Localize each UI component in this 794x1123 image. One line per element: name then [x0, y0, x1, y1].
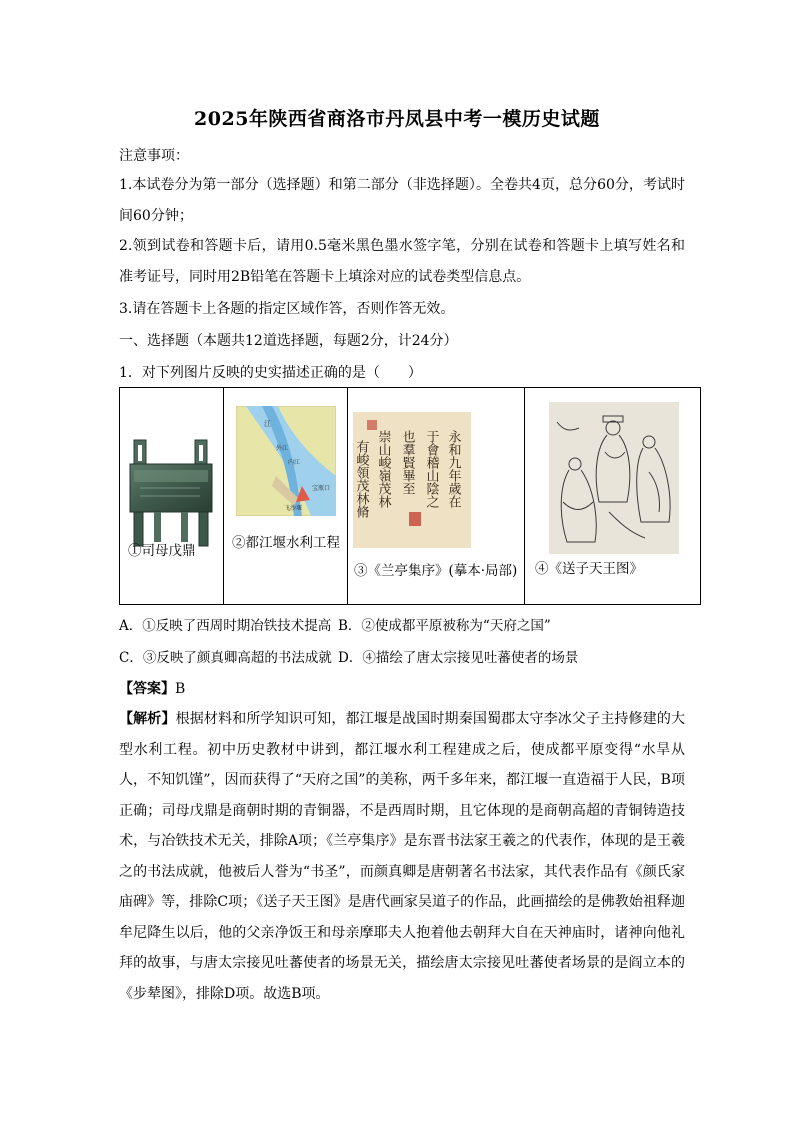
page-title: 2025年陕西省商洛市丹凤县中考一模历史试题 [194, 108, 600, 130]
calligraphy-col-3: 也羣賢畢至 [399, 430, 415, 495]
caption-dujiangyan: ②都江堰水利工程 [232, 535, 340, 551]
question-stem: 1．对下列图片反映的史实描述正确的是（ ） [119, 365, 422, 381]
answer-label: 【答案】 [119, 681, 175, 697]
map-label-baopingkou: 宝瓶口 [312, 485, 331, 492]
answer-line [119, 678, 185, 698]
image-cell-songzi [525, 388, 700, 604]
image-cell-ding [120, 388, 224, 604]
caption-lanting: ③《兰亭集序》(摹本·局部) [354, 563, 518, 579]
map-label-river: 江 [264, 420, 271, 428]
section-heading: 一、选择题（本题共12道选择题，每题2分，计24分） [119, 333, 458, 349]
calligraphy-col-4: 崇山峻嶺茂林 [375, 430, 391, 508]
caption-songzi: ④《送子天王图》 [535, 561, 643, 577]
songzi-tianwang-painting-image [549, 402, 679, 554]
option-c: C．③反映了颜真卿高超的书法成就 [119, 650, 332, 666]
image-cell-dujiangyan [224, 388, 348, 604]
map-label-neijiang: 内江 [288, 459, 301, 466]
calligraphy-col-2: 于會稽山陰之 [423, 430, 439, 508]
analysis-label: 【解析】 [119, 711, 176, 727]
notice-item-3: 3.请在答题卡上各题的指定区域作答，否则作答无效。 [119, 301, 455, 317]
analysis-text: 根据材料和所学知识可知，都江堰是战国时期秦国蜀郡太守李冰父子主持修建的大型水利工程。初中历史教材中讲到，都江堰水利工程建成之后，使成都平原变得“水旱从人，不知饥馑”，因而获得了“天府之国”的美称，两千多年来，都江堰一直造福于人民，B项正确；司母戊鼎是商朝时期的青铜器，不是西周时期，且它体现的是商朝高超的青铜铸造技术，与冶铁技术无关，排除A项；《兰亭集序》是东晋书法家王羲之的代表作，体现的是王羲之的书法成就，他被后人誉为“书圣”，而颜真卿是唐朝著名书法家，其代表作品有《颜氏家庙碑》等，排除C项；《送子天王图》是唐代画家吴道子的作品，此画描绘的是佛教始祖释迦牟尼降生以后，他的父亲净饭王和母亲摩耶夫人抱着他去朝拜大自在天神庙时，诸神向他礼拜的故事，与唐太宗接见吐蕃使者的场景无关，描绘唐太宗接见吐蕃使者场景的是阎立本的《步辇图》，排除D项。故选B项。 [119, 711, 686, 1002]
analysis-paragraph [119, 704, 685, 1009]
option-a: A．①反映了西周时期冶铁技术提高 [119, 618, 332, 634]
answer-value: B [175, 681, 186, 697]
option-b: B．②使成都平原被称为“天府之国” [338, 618, 551, 634]
notice-item-1: 1.本试卷分为第一部分（选择题）和第二部分（非选择题）。全卷共4页，总分60分，考试时间60分钟； [119, 177, 685, 224]
notice-item-2: 2.领到试卷和答题卡后，请用0.5毫米黑色墨水签字笔，分别在试卷和答题卡上填写姓名和准考证号，同时用2B铅笔在答题卡上填涂对应的试卷类型信息点。 [119, 238, 685, 285]
calligraphy-col-5: 有峻領茂林脩 [353, 440, 369, 518]
map-label-waijiang: 外江 [276, 445, 289, 452]
lanting-calligraphy-image [353, 412, 471, 548]
option-d: D．④描绘了唐太宗接见吐蕃使者的场景 [338, 650, 579, 666]
notice-heading: 注意事项： [119, 148, 189, 164]
dujiangyan-map-image [236, 406, 336, 516]
caption-ding: ①司母戊鼎 [128, 543, 196, 559]
image-table [119, 387, 701, 605]
calligraphy-col-1: 永和九年歲在 [445, 430, 461, 508]
image-cell-lanting [348, 388, 525, 604]
seal-stamp-icon [409, 512, 421, 526]
map-label-feishayan: 飞沙堰 [284, 505, 303, 512]
